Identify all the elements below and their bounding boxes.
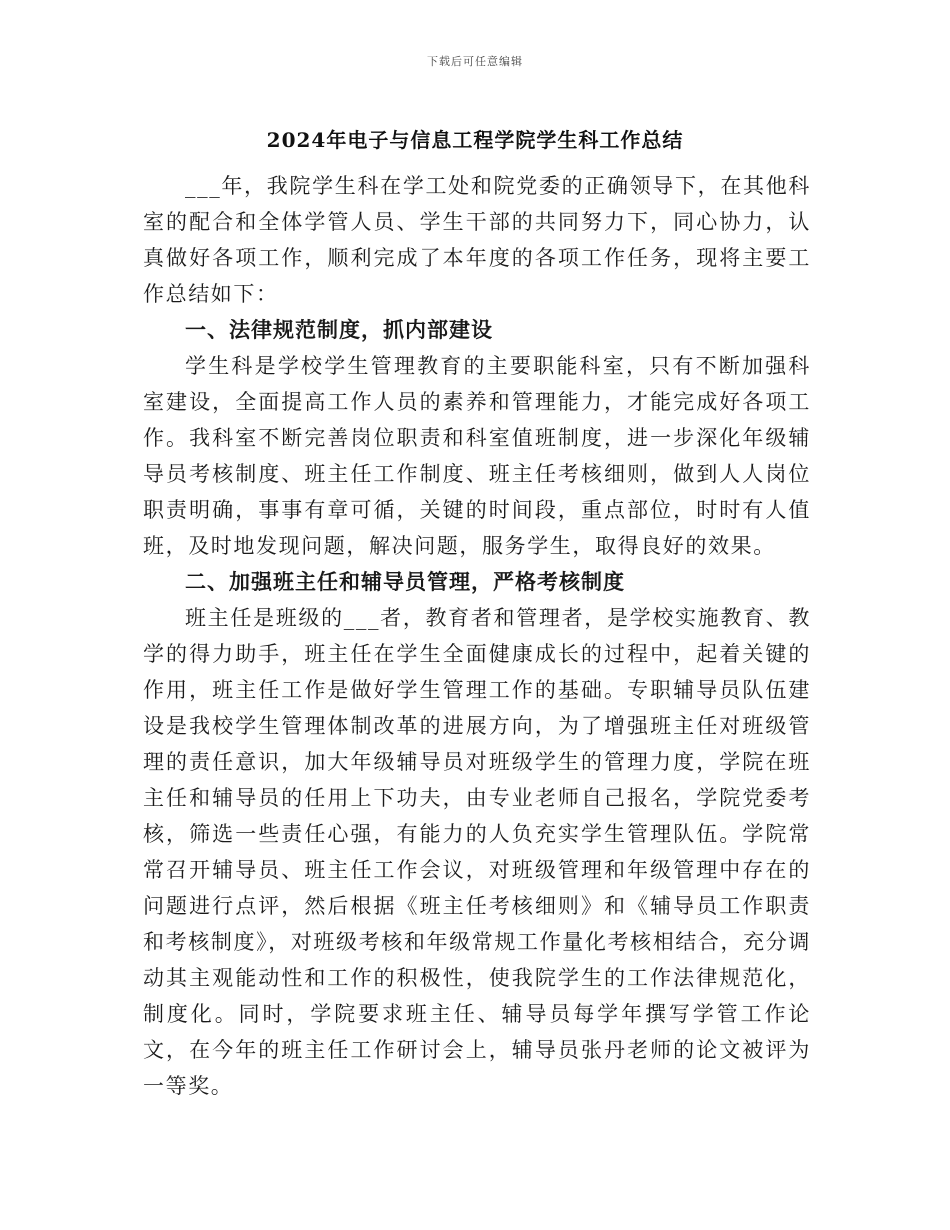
document-title: 2024年电子与信息工程学院学生科工作总结 bbox=[266, 128, 684, 152]
section-body-1: 学生科是学校学生管理教育的主要职能科室，只有不断加强科室建设，全面提高工作人员的素养和管理能力，才能完成好各项工作。我科室不断完善岗位职责和科室值班制度，进一步深化年级辅导员考核制度、班主任工作制度、班主任考核细则，做到人人岗位职责明确，事事有章可循，关键的时间段，重点部位，时时有人值班，及时地发现问题，解决问题，服务学生，取得良好的效果。 bbox=[143, 354, 811, 558]
section-body-2: 班主任是班级的___者，教育者和管理者，是学校实施教育、教学的得力助手，班主任在学生全面健康成长的过程中，起着关键的作用，班主任工作是做好学生管理工作的基础。专职辅导员队伍建设是我校学生管理体制改革的进展方向，为了增强班主任对班级管理的责任意识，加大年级辅导员对班级学生的管理力度，学院在班主任和辅导员的任用上下功夫，由专业老师自己报名，学院党委考核，筛选一些责任心强，有能力的人负充实学生管理队伍。学院常常召开辅导员、班主任工作会议，对班级管理和年级管理中存在的问题进行点评，然后根据《班主任考核细则》和《辅导员工作职责和考核制度》，对班级考核和年级常规工作量化考核相结合，充分调动其主观能动性和工作的积极性，使我院学生的工作法律规范化，制度化。同时，学院要求班主任、辅导员每学年撰写学管工作论文，在今年的班主任工作研讨会上，辅导员张丹老师的论文被评为一等奖。 bbox=[143, 606, 811, 1098]
header-note: 下载后可任意编辑 bbox=[427, 55, 523, 68]
document-body bbox=[143, 168, 811, 1104]
section-heading-2: 二、加强班主任和辅导员管理，严格考核制度 bbox=[185, 569, 625, 594]
section-heading-1: 一、法律规范制度，抓内部建设 bbox=[185, 317, 493, 342]
intro-paragraph: ___年，我院学生科在学工处和院党委的正确领导下，在其他科室的配合和全体学管人员、学生干部的共同努力下，同心协力，认真做好各项工作，顺利完成了本年度的各项工作任务，现将主要工作总结如下： bbox=[143, 174, 811, 306]
